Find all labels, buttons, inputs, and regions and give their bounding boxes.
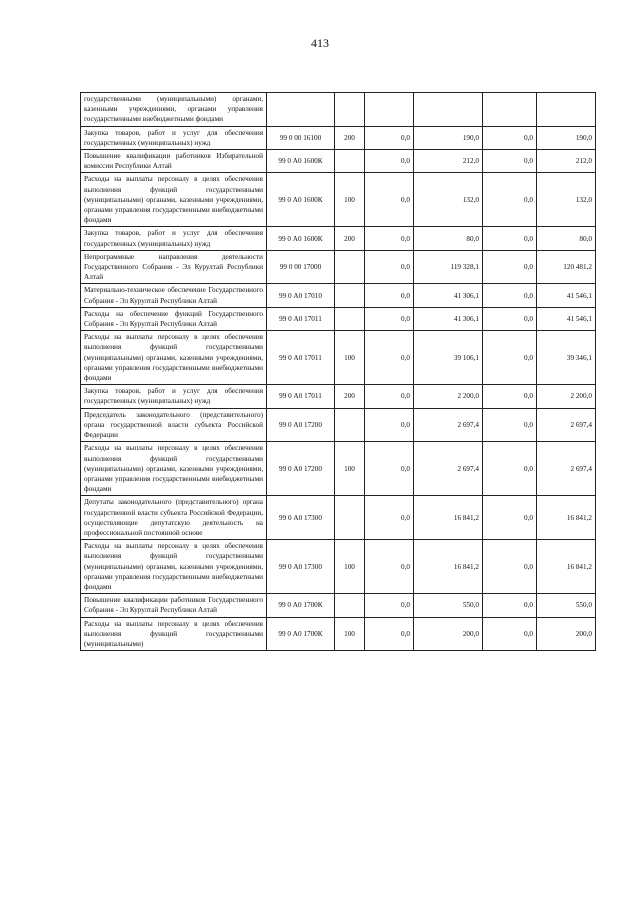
cell-amount-1: 0,0 xyxy=(365,540,414,594)
cell-amount-4: 2 697,4 xyxy=(537,442,596,496)
cell-name: Расходы на выплаты персоналу в целях обеспечения выполнения функций государственными (муниципальными) органами, казенными учреждениями, органами управления государственными внебюджетными фондами xyxy=(81,442,267,496)
cell-expense-type xyxy=(335,93,365,127)
cell-amount-4: 16 841,2 xyxy=(537,496,596,540)
cell-amount-3: 0,0 xyxy=(483,540,537,594)
cell-amount-3: 0,0 xyxy=(483,307,537,330)
cell-target-code: 99 0 А0 17011 xyxy=(267,307,335,330)
table-row xyxy=(81,93,596,127)
cell-amount-3: 0,0 xyxy=(483,173,537,227)
cell-amount-1: 0,0 xyxy=(365,227,414,250)
table-row xyxy=(81,617,596,651)
table-row xyxy=(81,408,596,442)
table-row xyxy=(81,442,596,496)
cell-expense-type: 200 xyxy=(335,126,365,149)
cell-expense-type xyxy=(335,284,365,307)
cell-amount-2 xyxy=(414,93,483,127)
cell-name: Депутаты законодательного (представительного) органа государственной власти субъекта Российской Федерации, осуществляющие депутатскую деятельность на профессиональной постоянной основе xyxy=(81,496,267,540)
cell-amount-1: 0,0 xyxy=(365,284,414,307)
cell-amount-4 xyxy=(537,93,596,127)
cell-amount-3: 0,0 xyxy=(483,126,537,149)
cell-amount-3: 0,0 xyxy=(483,442,537,496)
cell-amount-1: 0,0 xyxy=(365,496,414,540)
table-row xyxy=(81,250,596,284)
cell-amount-4: 2 200,0 xyxy=(537,385,596,408)
table-row xyxy=(81,385,596,408)
cell-amount-2: 2 697,4 xyxy=(414,408,483,442)
cell-amount-3 xyxy=(483,93,537,127)
cell-expense-type: 200 xyxy=(335,385,365,408)
cell-expense-type: 100 xyxy=(335,617,365,651)
cell-amount-2: 119 328,1 xyxy=(414,250,483,284)
cell-target-code: 99 0 А0 1600К xyxy=(267,173,335,227)
cell-amount-1: 0,0 xyxy=(365,385,414,408)
cell-expense-type: 200 xyxy=(335,227,365,250)
cell-amount-2: 2 697,4 xyxy=(414,442,483,496)
cell-amount-2: 212,0 xyxy=(414,150,483,173)
cell-amount-4: 2 697,4 xyxy=(537,408,596,442)
cell-amount-3: 0,0 xyxy=(483,227,537,250)
cell-target-code: 99 0 А0 1700К xyxy=(267,594,335,617)
cell-name: Расходы на обеспечение функций Государственного Собрания - Эл Курултай Республики Алтай xyxy=(81,307,267,330)
cell-amount-4: 39 346,1 xyxy=(537,331,596,385)
cell-amount-2: 132,0 xyxy=(414,173,483,227)
cell-target-code: 99 0 А0 17011 xyxy=(267,331,335,385)
cell-amount-1: 0,0 xyxy=(365,617,414,651)
cell-amount-1: 0,0 xyxy=(365,594,414,617)
cell-amount-2: 16 841,2 xyxy=(414,496,483,540)
cell-target-code: 99 0 А0 17200 xyxy=(267,408,335,442)
table-row xyxy=(81,540,596,594)
cell-amount-3: 0,0 xyxy=(483,385,537,408)
cell-amount-2: 190,0 xyxy=(414,126,483,149)
cell-target-code: 99 0 А0 17200 xyxy=(267,442,335,496)
cell-target-code: 99 0 А0 17300 xyxy=(267,540,335,594)
cell-expense-type: 100 xyxy=(335,173,365,227)
cell-name: Закупка товаров, работ и услуг для обеспечения государственных (муниципальных) нужд xyxy=(81,126,267,149)
cell-amount-4: 550,0 xyxy=(537,594,596,617)
page-number: 413 xyxy=(311,36,329,50)
cell-amount-4: 41 546,1 xyxy=(537,307,596,330)
table-row xyxy=(81,126,596,149)
table-row xyxy=(81,173,596,227)
cell-amount-4: 16 841,2 xyxy=(537,540,596,594)
cell-name: Материально-техническое обеспечение Государственного Собрания - Эл Курултай Республики Алтай xyxy=(81,284,267,307)
cell-name: Закупка товаров, работ и услуг для обеспечения государственных (муниципальных) нужд xyxy=(81,227,267,250)
cell-target-code: 99 0 00 16100 xyxy=(267,126,335,149)
cell-name: Непрограммные направления деятельности Государственного Собрания - Эл Курултай Республики Алтай xyxy=(81,250,267,284)
cell-amount-3: 0,0 xyxy=(483,284,537,307)
cell-amount-1: 0,0 xyxy=(365,150,414,173)
cell-name: Повышение квалификации работников Избирательной комиссии Республики Алтай xyxy=(81,150,267,173)
cell-target-code: 99 0 А0 1700К xyxy=(267,617,335,651)
table-row xyxy=(81,227,596,250)
cell-amount-4: 80,0 xyxy=(537,227,596,250)
cell-amount-2: 200,0 xyxy=(414,617,483,651)
cell-name: Закупка товаров, работ и услуг для обеспечения государственных (муниципальных) нужд xyxy=(81,385,267,408)
table-row xyxy=(81,331,596,385)
cell-amount-1: 0,0 xyxy=(365,126,414,149)
cell-name: государственными (муниципальными) органами, казенными учреждениями, органами управления государственными внебюджетными фондами xyxy=(81,93,267,127)
cell-amount-1: 0,0 xyxy=(365,408,414,442)
cell-amount-3: 0,0 xyxy=(483,617,537,651)
cell-amount-2: 41 306,1 xyxy=(414,284,483,307)
cell-amount-4: 132,0 xyxy=(537,173,596,227)
cell-expense-type xyxy=(335,150,365,173)
cell-expense-type xyxy=(335,496,365,540)
cell-amount-3: 0,0 xyxy=(483,331,537,385)
cell-expense-type xyxy=(335,307,365,330)
cell-amount-2: 80,0 xyxy=(414,227,483,250)
table-row xyxy=(81,307,596,330)
cell-amount-2: 2 200,0 xyxy=(414,385,483,408)
cell-expense-type xyxy=(335,408,365,442)
cell-expense-type: 100 xyxy=(335,442,365,496)
cell-amount-3: 0,0 xyxy=(483,250,537,284)
cell-amount-2: 550,0 xyxy=(414,594,483,617)
cell-amount-1: 0,0 xyxy=(365,331,414,385)
cell-amount-2: 39 106,1 xyxy=(414,331,483,385)
cell-amount-1: 0,0 xyxy=(365,442,414,496)
cell-amount-1: 0,0 xyxy=(365,250,414,284)
cell-name: Расходы на выплаты персоналу в целях обеспечения выполнения функций государственными (муниципальными) органами, казенными учреждениями, органами управления государственными внебюджетными фондами xyxy=(81,540,267,594)
table-row xyxy=(81,284,596,307)
cell-target-code: 99 0 А0 1600К xyxy=(267,150,335,173)
cell-expense-type xyxy=(335,250,365,284)
table-row xyxy=(81,150,596,173)
cell-target-code: 99 0 А0 17011 xyxy=(267,385,335,408)
cell-amount-4: 41 546,1 xyxy=(537,284,596,307)
cell-amount-4: 120 481,2 xyxy=(537,250,596,284)
cell-amount-1: 0,0 xyxy=(365,307,414,330)
cell-amount-4: 200,0 xyxy=(537,617,596,651)
cell-amount-2: 16 841,2 xyxy=(414,540,483,594)
cell-amount-1 xyxy=(365,93,414,127)
cell-expense-type: 100 xyxy=(335,540,365,594)
cell-amount-1: 0,0 xyxy=(365,173,414,227)
cell-expense-type: 100 xyxy=(335,331,365,385)
cell-amount-4: 212,0 xyxy=(537,150,596,173)
cell-name: Расходы на выплаты персоналу в целях обеспечения выполнения функций государственными (муниципальными) органами, казенными учреждениями, органами управления государственными внебюджетными фондами xyxy=(81,173,267,227)
table-row xyxy=(81,594,596,617)
cell-target-code: 99 0 А0 17300 xyxy=(267,496,335,540)
cell-name: Расходы на выплаты персоналу в целях обеспечения выполнения функций государственными (муниципальными) xyxy=(81,617,267,651)
cell-amount-3: 0,0 xyxy=(483,594,537,617)
cell-amount-3: 0,0 xyxy=(483,150,537,173)
cell-amount-4: 190,0 xyxy=(537,126,596,149)
table-row xyxy=(81,496,596,540)
cell-expense-type xyxy=(335,594,365,617)
cell-target-code: 99 0 А0 1600К xyxy=(267,227,335,250)
cell-name: Председатель законодательного (представительного) органа государственной власти субъекта Российской Федерации xyxy=(81,408,267,442)
cell-name: Повышение квалификации работников Государственного Собрания - Эл Курултай Республики Алтай xyxy=(81,594,267,617)
cell-target-code xyxy=(267,93,335,127)
budget-table xyxy=(80,92,596,651)
cell-target-code: 99 0 00 17000 xyxy=(267,250,335,284)
cell-target-code: 99 0 А0 17010 xyxy=(267,284,335,307)
cell-amount-2: 41 306,1 xyxy=(414,307,483,330)
cell-amount-3: 0,0 xyxy=(483,408,537,442)
cell-name: Расходы на выплаты персоналу в целях обеспечения выполнения функций государственными (муниципальными) органами, казенными учреждениями, органами управления государственными внебюджетными фондами xyxy=(81,331,267,385)
cell-amount-3: 0,0 xyxy=(483,496,537,540)
